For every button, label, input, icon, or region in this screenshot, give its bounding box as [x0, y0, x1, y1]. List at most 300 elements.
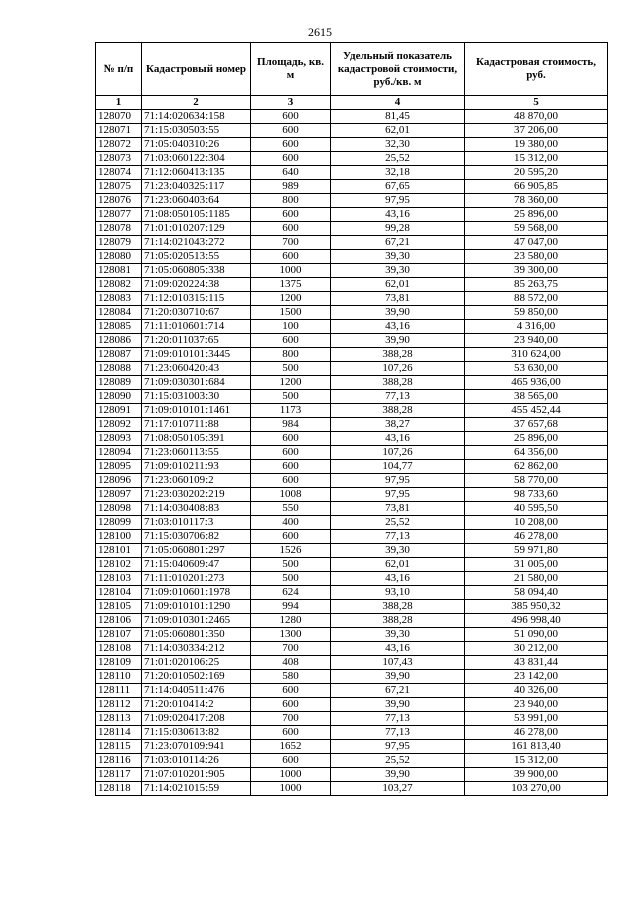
unit-value-cell: 97,95 — [331, 194, 465, 208]
table-row — [96, 586, 608, 600]
table-row — [96, 390, 608, 404]
unit-value-cell: 43,16 — [331, 320, 465, 334]
cadastral-number-cell: 71:09:020224:38 — [142, 278, 251, 292]
area-cell: 600 — [251, 110, 331, 124]
cadastral-cost-cell: 37 657,68 — [465, 418, 608, 432]
area-cell: 500 — [251, 390, 331, 404]
unit-value-cell: 104,77 — [331, 460, 465, 474]
area-cell: 600 — [251, 222, 331, 236]
area-cell: 580 — [251, 670, 331, 684]
table-row — [96, 684, 608, 698]
row-index-cell: 128108 — [96, 642, 142, 656]
table-row — [96, 670, 608, 684]
cadastral-cost-cell: 53 630,00 — [465, 362, 608, 376]
unit-value-cell: 99,28 — [331, 222, 465, 236]
area-cell: 1375 — [251, 278, 331, 292]
cadastral-cost-cell: 310 624,00 — [465, 348, 608, 362]
row-index-cell: 128085 — [96, 320, 142, 334]
area-cell: 1526 — [251, 544, 331, 558]
row-index-cell: 128092 — [96, 418, 142, 432]
table-row — [96, 194, 608, 208]
unit-value-cell: 388,28 — [331, 614, 465, 628]
row-index-cell: 128114 — [96, 726, 142, 740]
cadastral-number-cell: 71:20:011037:65 — [142, 334, 251, 348]
cadastral-cost-cell: 48 870,00 — [465, 110, 608, 124]
table-row — [96, 544, 608, 558]
unit-value-cell: 67,21 — [331, 684, 465, 698]
cadastral-cost-cell: 40 595,50 — [465, 502, 608, 516]
row-index-cell: 128116 — [96, 754, 142, 768]
column-number-row — [96, 96, 608, 110]
cadastral-number-cell: 71:15:030503:55 — [142, 124, 251, 138]
cadastral-cost-cell: 46 278,00 — [465, 530, 608, 544]
table-row — [96, 418, 608, 432]
row-index-cell: 128111 — [96, 684, 142, 698]
cadastral-number-cell: 71:07:010201:905 — [142, 768, 251, 782]
area-cell: 1200 — [251, 376, 331, 390]
row-index-cell: 128082 — [96, 278, 142, 292]
row-index-cell: 128076 — [96, 194, 142, 208]
area-cell: 100 — [251, 320, 331, 334]
table-row — [96, 432, 608, 446]
unit-value-cell: 25,52 — [331, 754, 465, 768]
table-row — [96, 628, 608, 642]
cadastral-number-cell: 71:12:060413:135 — [142, 166, 251, 180]
table-row — [96, 698, 608, 712]
area-cell: 600 — [251, 124, 331, 138]
unit-value-cell: 39,90 — [331, 670, 465, 684]
unit-value-cell: 97,95 — [331, 488, 465, 502]
cadastral-number-cell: 71:15:031003:30 — [142, 390, 251, 404]
area-cell: 500 — [251, 558, 331, 572]
table-row — [96, 292, 608, 306]
row-index-cell: 128070 — [96, 110, 142, 124]
area-cell: 600 — [251, 432, 331, 446]
cadastral-cost-cell: 25 896,00 — [465, 432, 608, 446]
table-row — [96, 166, 608, 180]
unit-value-cell: 43,16 — [331, 642, 465, 656]
unit-value-cell: 62,01 — [331, 558, 465, 572]
area-cell: 600 — [251, 698, 331, 712]
table-row — [96, 110, 608, 124]
area-cell: 600 — [251, 460, 331, 474]
table-row — [96, 334, 608, 348]
header-cadastral-cost: Кадастровая стоимость, руб. — [465, 43, 608, 96]
area-cell: 1173 — [251, 404, 331, 418]
row-index-cell: 128096 — [96, 474, 142, 488]
cadastral-number-cell: 71:05:060801:350 — [142, 628, 251, 642]
cadastral-number-cell: 71:11:010601:714 — [142, 320, 251, 334]
table-row — [96, 404, 608, 418]
cadastral-cost-cell: 58 094,40 — [465, 586, 608, 600]
cadastral-number-cell: 71:15:030613:82 — [142, 726, 251, 740]
cadastral-cost-cell: 10 208,00 — [465, 516, 608, 530]
cadastral-cost-cell: 51 090,00 — [465, 628, 608, 642]
table-row — [96, 306, 608, 320]
cadastral-cost-cell: 58 770,00 — [465, 474, 608, 488]
table-row — [96, 572, 608, 586]
area-cell: 1280 — [251, 614, 331, 628]
row-index-cell: 128078 — [96, 222, 142, 236]
cadastral-number-cell: 71:20:010414:2 — [142, 698, 251, 712]
cadastral-cost-cell: 31 005,00 — [465, 558, 608, 572]
row-index-cell: 128072 — [96, 138, 142, 152]
unit-value-cell: 73,81 — [331, 292, 465, 306]
area-cell: 1000 — [251, 264, 331, 278]
cadastral-cost-cell: 59 850,00 — [465, 306, 608, 320]
cadastral-number-cell: 71:23:070109:941 — [142, 740, 251, 754]
cadastral-number-cell: 71:15:030706:82 — [142, 530, 251, 544]
area-cell: 1652 — [251, 740, 331, 754]
area-cell: 400 — [251, 516, 331, 530]
cadastral-cost-cell: 20 595,20 — [465, 166, 608, 180]
header-index: № п/п — [96, 43, 142, 96]
cadastral-cost-cell: 88 572,00 — [465, 292, 608, 306]
cadastral-number-cell: 71:09:010101:1290 — [142, 600, 251, 614]
cadastral-number-cell: 71:23:030202:219 — [142, 488, 251, 502]
unit-value-cell: 39,90 — [331, 334, 465, 348]
table-row — [96, 502, 608, 516]
cadastral-number-cell: 71:09:020417:208 — [142, 712, 251, 726]
column-number: 1 — [96, 96, 142, 110]
cadastral-number-cell: 71:09:010211:93 — [142, 460, 251, 474]
cadastral-cost-cell: 19 380,00 — [465, 138, 608, 152]
area-cell: 1500 — [251, 306, 331, 320]
area-cell: 800 — [251, 348, 331, 362]
unit-value-cell: 67,21 — [331, 236, 465, 250]
table-row — [96, 376, 608, 390]
unit-value-cell: 43,16 — [331, 208, 465, 222]
row-index-cell: 128084 — [96, 306, 142, 320]
cadastral-number-cell: 71:09:010301:2465 — [142, 614, 251, 628]
row-index-cell: 128079 — [96, 236, 142, 250]
cadastral-cost-cell: 46 278,00 — [465, 726, 608, 740]
row-index-cell: 128071 — [96, 124, 142, 138]
table-row — [96, 124, 608, 138]
cadastral-number-cell: 71:09:010101:1461 — [142, 404, 251, 418]
area-cell: 989 — [251, 180, 331, 194]
cadastral-cost-cell: 53 991,00 — [465, 712, 608, 726]
unit-value-cell: 39,90 — [331, 698, 465, 712]
row-index-cell: 128073 — [96, 152, 142, 166]
table-row — [96, 558, 608, 572]
row-index-cell: 128094 — [96, 446, 142, 460]
column-number: 3 — [251, 96, 331, 110]
cadastral-number-cell: 71:03:060122:304 — [142, 152, 251, 166]
unit-value-cell: 39,90 — [331, 768, 465, 782]
column-number: 5 — [465, 96, 608, 110]
cadastral-cost-cell: 39 300,00 — [465, 264, 608, 278]
table-row — [96, 362, 608, 376]
cadastral-cost-cell: 38 565,00 — [465, 390, 608, 404]
area-cell: 550 — [251, 502, 331, 516]
header-cadastral-number: Кадастровый номер — [142, 43, 251, 96]
row-index-cell: 128089 — [96, 376, 142, 390]
row-index-cell: 128097 — [96, 488, 142, 502]
header-area: Площадь, кв. м — [251, 43, 331, 96]
cadastral-number-cell: 71:12:010315:115 — [142, 292, 251, 306]
row-index-cell: 128105 — [96, 600, 142, 614]
cadastral-number-cell: 71:23:060113:55 — [142, 446, 251, 460]
unit-value-cell: 107,26 — [331, 362, 465, 376]
cadastral-cost-cell: 43 831,44 — [465, 656, 608, 670]
row-index-cell: 128106 — [96, 614, 142, 628]
cadastral-number-cell: 71:14:021043:272 — [142, 236, 251, 250]
table-row — [96, 726, 608, 740]
area-cell: 500 — [251, 572, 331, 586]
unit-value-cell: 77,13 — [331, 390, 465, 404]
table-row — [96, 208, 608, 222]
cadastral-number-cell: 71:05:060801:297 — [142, 544, 251, 558]
unit-value-cell: 107,26 — [331, 446, 465, 460]
cadastral-cost-cell: 98 733,60 — [465, 488, 608, 502]
table-row — [96, 180, 608, 194]
unit-value-cell: 107,43 — [331, 656, 465, 670]
area-cell: 994 — [251, 600, 331, 614]
table-row — [96, 460, 608, 474]
table-row — [96, 642, 608, 656]
unit-value-cell: 39,30 — [331, 250, 465, 264]
area-cell: 600 — [251, 754, 331, 768]
cadastral-cost-cell: 59 971,80 — [465, 544, 608, 558]
area-cell: 600 — [251, 138, 331, 152]
unit-value-cell: 67,65 — [331, 180, 465, 194]
row-index-cell: 128099 — [96, 516, 142, 530]
row-index-cell: 128100 — [96, 530, 142, 544]
table-row — [96, 754, 608, 768]
area-cell: 600 — [251, 726, 331, 740]
unit-value-cell: 39,30 — [331, 628, 465, 642]
cadastral-number-cell: 71:15:040609:47 — [142, 558, 251, 572]
row-index-cell: 128109 — [96, 656, 142, 670]
cadastral-number-cell: 71:01:020106:25 — [142, 656, 251, 670]
cadastral-cost-cell: 25 896,00 — [465, 208, 608, 222]
row-index-cell: 128113 — [96, 712, 142, 726]
cadastral-number-cell: 71:09:030301:684 — [142, 376, 251, 390]
cadastral-cost-cell: 23 940,00 — [465, 334, 608, 348]
row-index-cell: 128095 — [96, 460, 142, 474]
row-index-cell: 128091 — [96, 404, 142, 418]
cadastral-cost-cell: 15 312,00 — [465, 754, 608, 768]
table-row — [96, 446, 608, 460]
area-cell: 1008 — [251, 488, 331, 502]
area-cell: 600 — [251, 152, 331, 166]
unit-value-cell: 39,90 — [331, 306, 465, 320]
cadastral-number-cell: 71:01:010207:129 — [142, 222, 251, 236]
unit-value-cell: 25,52 — [331, 516, 465, 530]
area-cell: 408 — [251, 656, 331, 670]
area-cell: 800 — [251, 194, 331, 208]
table-row — [96, 516, 608, 530]
row-index-cell: 128115 — [96, 740, 142, 754]
area-cell: 600 — [251, 334, 331, 348]
column-number: 2 — [142, 96, 251, 110]
cadastral-number-cell: 71:05:060805:338 — [142, 264, 251, 278]
cadastral-number-cell: 71:23:060403:64 — [142, 194, 251, 208]
page-number: 2615 — [308, 25, 332, 39]
row-index-cell: 128110 — [96, 670, 142, 684]
cadastral-number-cell: 71:20:030710:67 — [142, 306, 251, 320]
unit-value-cell: 62,01 — [331, 278, 465, 292]
table-row — [96, 656, 608, 670]
row-index-cell: 128080 — [96, 250, 142, 264]
area-cell: 1000 — [251, 782, 331, 796]
header-unit-value: Удельный показатель кадастровой стоимости, руб./кв. м — [331, 43, 465, 96]
area-cell: 1200 — [251, 292, 331, 306]
unit-value-cell: 32,18 — [331, 166, 465, 180]
table-row — [96, 236, 608, 250]
unit-value-cell: 388,28 — [331, 404, 465, 418]
row-index-cell: 128117 — [96, 768, 142, 782]
cadastral-cost-cell: 23 580,00 — [465, 250, 608, 264]
cadastral-cost-cell: 64 356,00 — [465, 446, 608, 460]
unit-value-cell: 43,16 — [331, 572, 465, 586]
row-index-cell: 128087 — [96, 348, 142, 362]
unit-value-cell: 97,95 — [331, 474, 465, 488]
area-cell: 700 — [251, 712, 331, 726]
unit-value-cell: 388,28 — [331, 600, 465, 614]
unit-value-cell: 77,13 — [331, 726, 465, 740]
column-number: 4 — [331, 96, 465, 110]
row-index-cell: 128118 — [96, 782, 142, 796]
unit-value-cell: 77,13 — [331, 530, 465, 544]
area-cell: 500 — [251, 362, 331, 376]
cadastral-number-cell: 71:05:040310:26 — [142, 138, 251, 152]
cadastral-cost-cell: 23 940,00 — [465, 698, 608, 712]
cadastral-cost-cell: 385 950,32 — [465, 600, 608, 614]
row-index-cell: 128075 — [96, 180, 142, 194]
row-index-cell: 128104 — [96, 586, 142, 600]
table-row — [96, 530, 608, 544]
row-index-cell: 128093 — [96, 432, 142, 446]
table-row — [96, 278, 608, 292]
cadastral-cost-cell: 103 270,00 — [465, 782, 608, 796]
cadastral-number-cell: 71:09:010601:1978 — [142, 586, 251, 600]
cadastral-cost-cell: 455 452,44 — [465, 404, 608, 418]
unit-value-cell: 93,10 — [331, 586, 465, 600]
row-index-cell: 128101 — [96, 544, 142, 558]
unit-value-cell: 388,28 — [331, 376, 465, 390]
area-cell: 600 — [251, 446, 331, 460]
cadastral-cost-cell: 62 862,00 — [465, 460, 608, 474]
unit-value-cell: 388,28 — [331, 348, 465, 362]
table-row — [96, 614, 608, 628]
cadastral-number-cell: 71:08:050105:1185 — [142, 208, 251, 222]
table-row — [96, 600, 608, 614]
row-index-cell: 128112 — [96, 698, 142, 712]
table-row — [96, 152, 608, 166]
unit-value-cell: 77,13 — [331, 712, 465, 726]
cadastral-number-cell: 71:23:040325:117 — [142, 180, 251, 194]
cadastral-cost-cell: 496 998,40 — [465, 614, 608, 628]
area-cell: 700 — [251, 642, 331, 656]
cadastral-cost-cell: 465 936,00 — [465, 376, 608, 390]
unit-value-cell: 73,81 — [331, 502, 465, 516]
unit-value-cell: 97,95 — [331, 740, 465, 754]
table-header-row — [96, 43, 608, 96]
table-row — [96, 320, 608, 334]
table-row — [96, 264, 608, 278]
cadastral-number-cell: 71:14:020634:158 — [142, 110, 251, 124]
area-cell: 600 — [251, 530, 331, 544]
cadastral-cost-cell: 15 312,00 — [465, 152, 608, 166]
table-row — [96, 250, 608, 264]
unit-value-cell: 81,45 — [331, 110, 465, 124]
area-cell: 600 — [251, 208, 331, 222]
cadastral-number-cell: 71:14:040511:476 — [142, 684, 251, 698]
area-cell: 700 — [251, 236, 331, 250]
table-row — [96, 474, 608, 488]
cadastral-number-cell: 71:14:030408:83 — [142, 502, 251, 516]
row-index-cell: 128081 — [96, 264, 142, 278]
cadastral-cost-cell: 30 212,00 — [465, 642, 608, 656]
cadastral-cost-cell: 161 813,40 — [465, 740, 608, 754]
cadastral-cost-cell: 37 206,00 — [465, 124, 608, 138]
cadastral-number-cell: 71:05:020513:55 — [142, 250, 251, 264]
area-cell: 1300 — [251, 628, 331, 642]
row-index-cell: 128107 — [96, 628, 142, 642]
cadastral-number-cell: 71:23:060109:2 — [142, 474, 251, 488]
table-row — [96, 740, 608, 754]
unit-value-cell: 39,30 — [331, 544, 465, 558]
unit-value-cell: 32,30 — [331, 138, 465, 152]
unit-value-cell: 43,16 — [331, 432, 465, 446]
cadastral-number-cell: 71:17:010711:88 — [142, 418, 251, 432]
cadastral-number-cell: 71:03:010114:26 — [142, 754, 251, 768]
cadastral-cost-cell: 4 316,00 — [465, 320, 608, 334]
cadastral-cost-cell: 85 263,75 — [465, 278, 608, 292]
cadastral-number-cell: 71:14:021015:59 — [142, 782, 251, 796]
cadastral-cost-cell: 78 360,00 — [465, 194, 608, 208]
cadastral-number-cell: 71:08:050105:391 — [142, 432, 251, 446]
row-index-cell: 128083 — [96, 292, 142, 306]
unit-value-cell: 39,30 — [331, 264, 465, 278]
area-cell: 600 — [251, 474, 331, 488]
cadastral-cost-cell: 23 142,00 — [465, 670, 608, 684]
row-index-cell: 128103 — [96, 572, 142, 586]
cadastral-cost-cell: 21 580,00 — [465, 572, 608, 586]
table-row — [96, 488, 608, 502]
table-row — [96, 348, 608, 362]
table-row — [96, 138, 608, 152]
unit-value-cell: 103,27 — [331, 782, 465, 796]
cadastral-number-cell: 71:09:010101:3445 — [142, 348, 251, 362]
cadastral-number-cell: 71:23:060420:43 — [142, 362, 251, 376]
row-index-cell: 128090 — [96, 390, 142, 404]
cadastral-cost-cell: 40 326,00 — [465, 684, 608, 698]
cadastral-number-cell: 71:03:010117:3 — [142, 516, 251, 530]
area-cell: 600 — [251, 684, 331, 698]
area-cell: 1000 — [251, 768, 331, 782]
row-index-cell: 128088 — [96, 362, 142, 376]
area-cell: 600 — [251, 250, 331, 264]
cadastral-cost-cell: 66 905,85 — [465, 180, 608, 194]
area-cell: 624 — [251, 586, 331, 600]
cadastral-number-cell: 71:20:010502:169 — [142, 670, 251, 684]
row-index-cell: 128086 — [96, 334, 142, 348]
area-cell: 984 — [251, 418, 331, 432]
cadastral-number-cell: 71:11:010201:273 — [142, 572, 251, 586]
row-index-cell: 128098 — [96, 502, 142, 516]
row-index-cell: 128074 — [96, 166, 142, 180]
table-row — [96, 712, 608, 726]
row-index-cell: 128077 — [96, 208, 142, 222]
unit-value-cell: 38,27 — [331, 418, 465, 432]
cadastral-number-cell: 71:14:030334:212 — [142, 642, 251, 656]
unit-value-cell: 62,01 — [331, 124, 465, 138]
unit-value-cell: 25,52 — [331, 152, 465, 166]
area-cell: 640 — [251, 166, 331, 180]
